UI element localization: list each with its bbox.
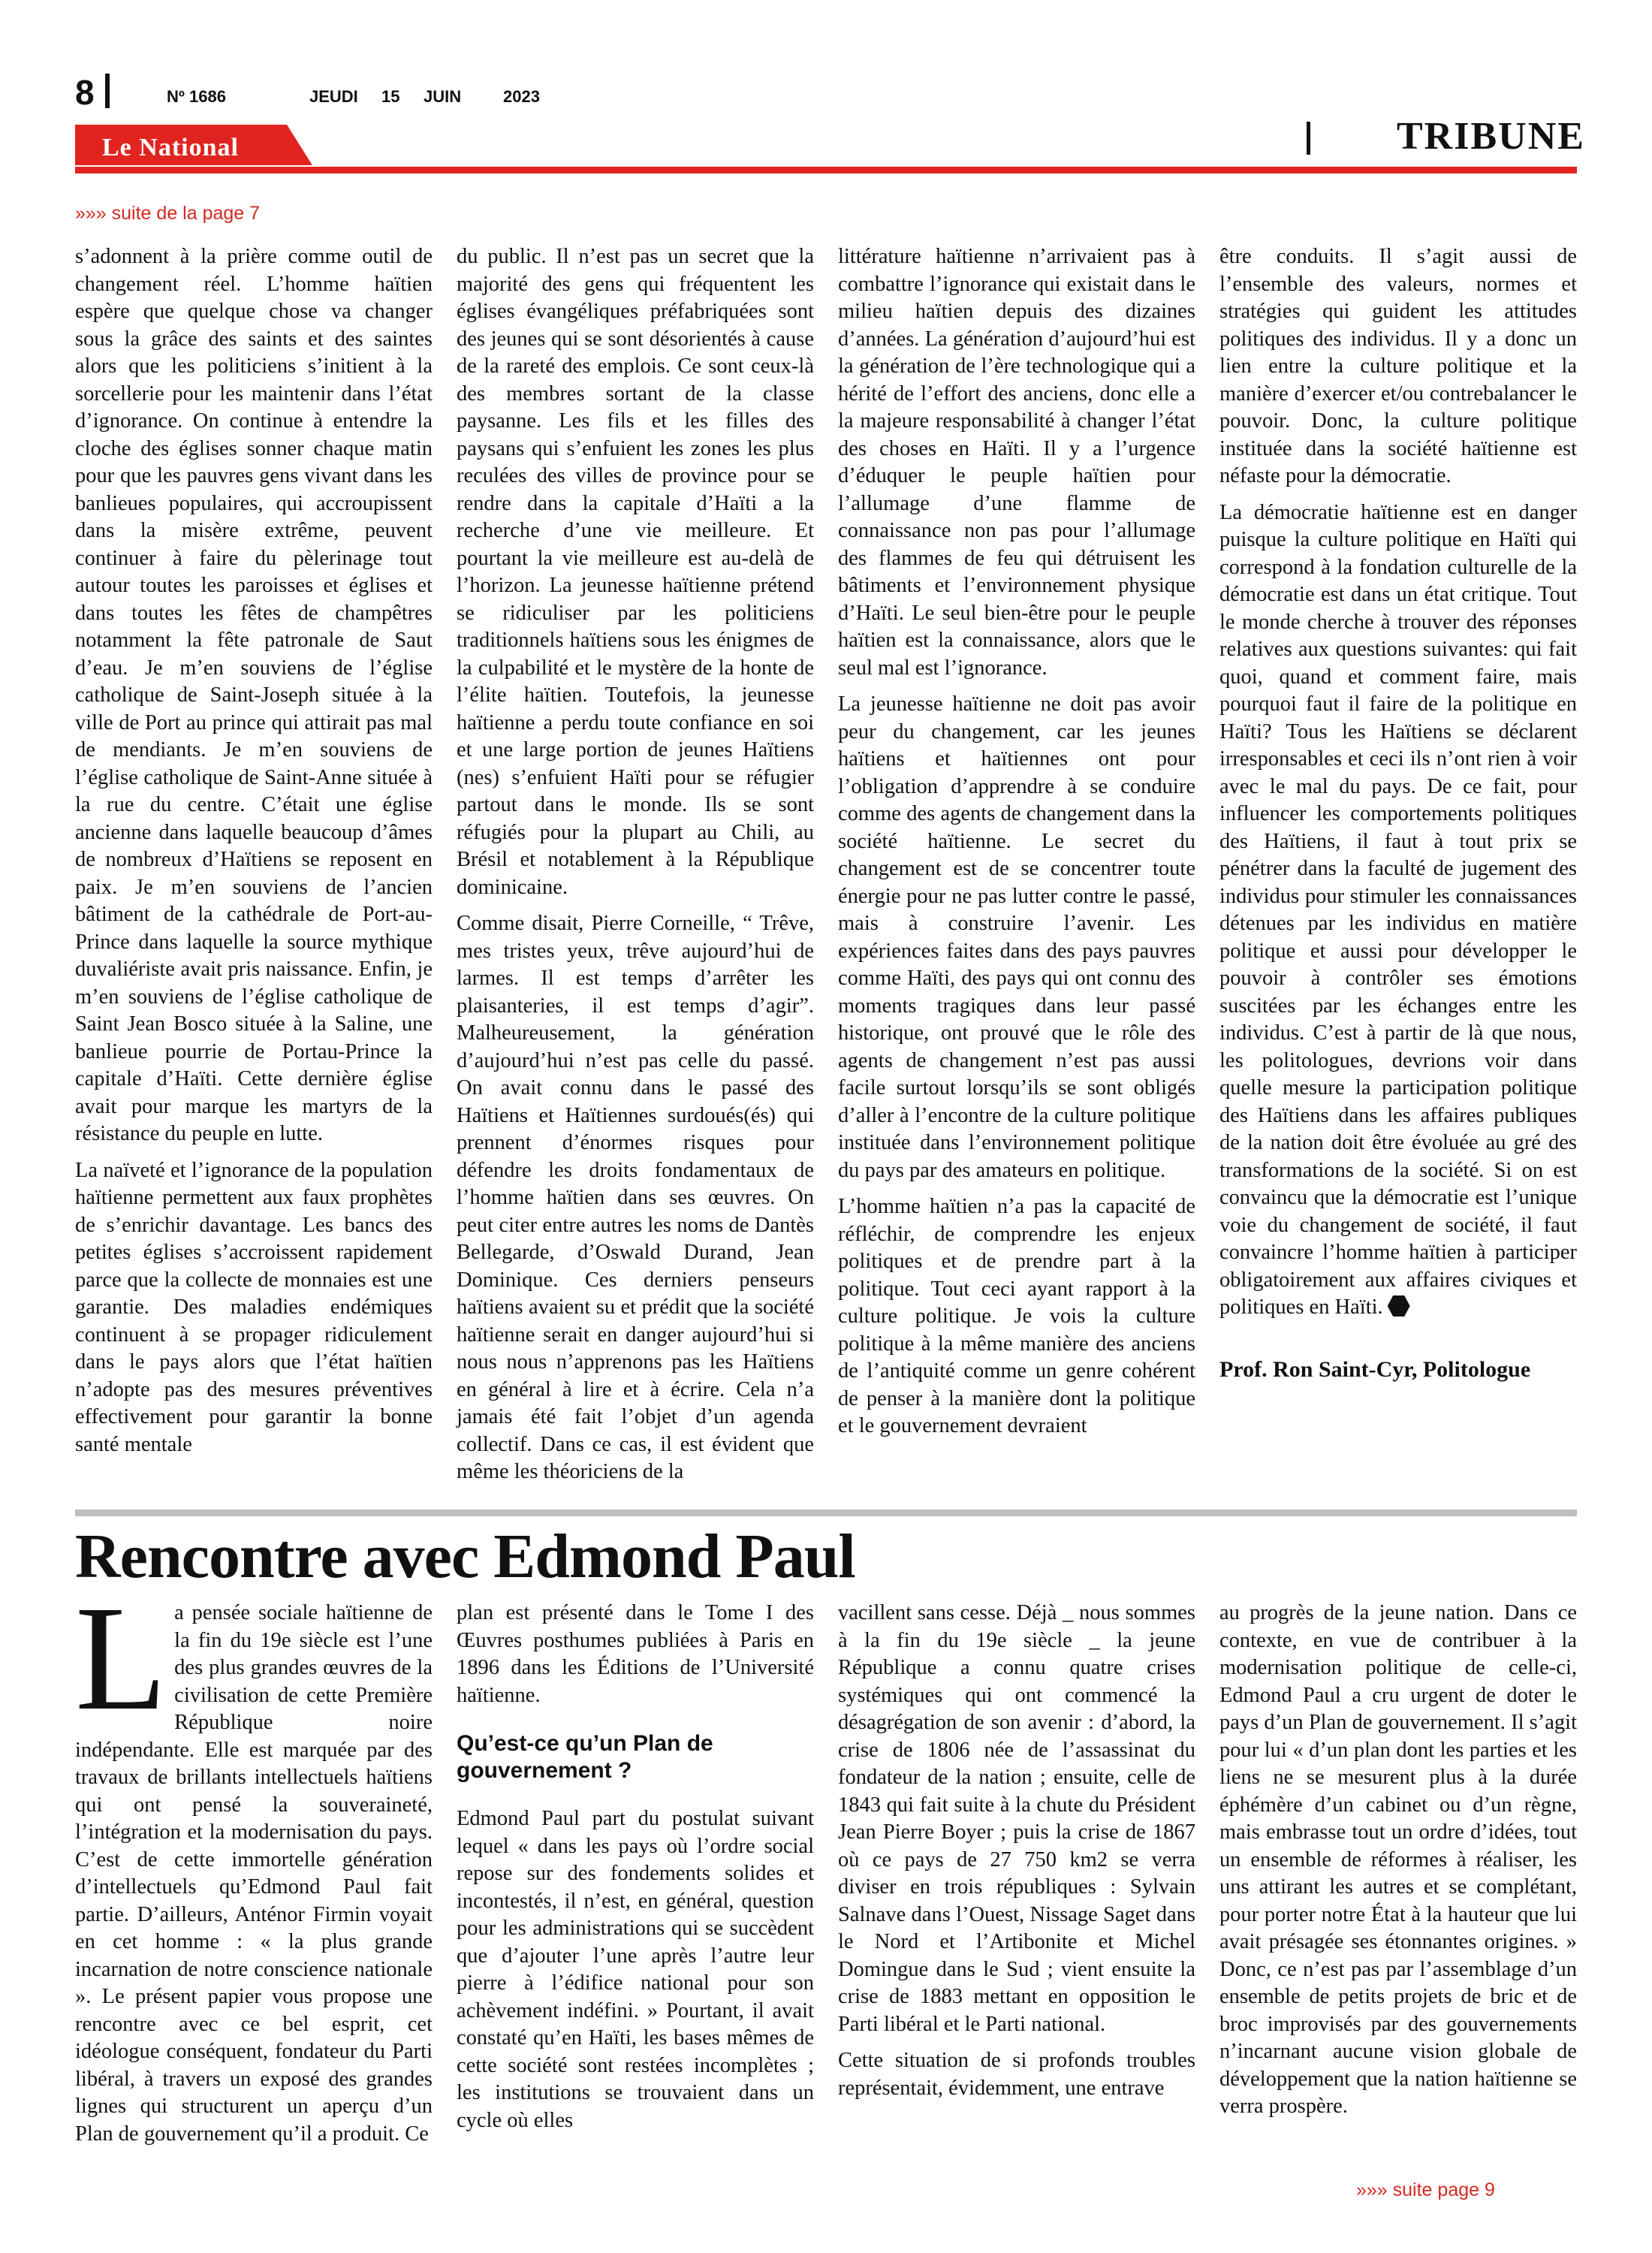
paragraph: Edmond Paul part du postulat suivant lequel « dans les pays où l’ordre social repose sur des fondements solides et incontestés, il n’est, en général, question pour les administrations qui se succèdent que d’ajouter l’une après l’autre leur pierre à l’édifice national pour son achèvement indéfini. » Pourtant, il avait constaté qu’en Haïti, les bases mêmes de cette société sont restées incomplètes ; les institutions se trouvaient dans un cycle où elles xyxy=(457,1807,814,2132)
issue-year: 2023 xyxy=(503,87,540,106)
issue-number: Nº 1686 xyxy=(167,87,226,106)
header-rule xyxy=(75,167,1577,173)
paragraph: du public. Il n’est pas un secret que la majorité des gens qui fréquentent les églises évangéliques préfabriquées sont des jeunes qui se sont désorientés à cause de la rareté des emplois. Ce sont ceux-là des membres sortant de la classe paysanne. Les fils et les filles des paysans qui s’enfuient les zones les plus reculées des villes de province pour se rendre dans la capitale d’Haïti a la recherche d’une vie meilleure. Et pourtant la vie meilleure est au-delà de l’horizon. La jeunesse haïtienne prétend se ridiculiser par les politiciens traditionnels haïtiens sous les énigmes de la culpabilité et le mystère de la honte de l’élite haïtien. Toutefois, la jeunesse haïtienne a perdu toute confiance en soi et une large portion de jeunes Haïtiens (nes) s’enfuient Haïti pour se réfugier partout dans le monde. Ils se sont réfugiés pour la plupart au Chili, au Brésil et notablement à la République dominicaine. xyxy=(457,245,814,899)
paragraph: La naïveté et l’ignorance de la population haïtienne permettent aux faux prophètes de s’enrichir davantage. Les bancs des petites églises s’accroissent rapidement parce que la collecte de monnaies est une garantie. Des maladies endémiques continuent à se propager ridiculement dans le pays alors que l’état haïtien n’adopte pas des mesures préventives effectivement pour garantir la bonne santé mentale xyxy=(75,1158,433,1456)
continued-on-link[interactable]: »»» suite page 9 xyxy=(1356,2179,1495,2200)
paragraph: littérature haïtienne n’arrivaient pas à combattre l’ignorance qui existait dans le milieu haïtien depuis des dizaines d’années. La génération d’aujourd’hui est la génération de l’ère technologique qui a hérité de l’effort des anciens, donc elle a la majeure responsabilité à changer l’état des choses en Haïti. Il y a l’urgence d’éduquer le peuple haïtien pour l’allumage d’une flamme de connaissance non pas pour l’allumage des flammes de feu qui détruisent les bâtiments et l’environnement physique d’Haïti. Le seul bien-être pour le peuple haïtien est la connaissance, alors que le seul mal est l’ignorance. xyxy=(838,245,1195,680)
issue-month: JUIN xyxy=(424,87,462,106)
paragraph: L’homme haïtien n’a pas la capacité de réfléchir, de comprendre les enjeux politiques et de prendre part à la politique. Tout ceci ayant rapport à la culture politique. Je vois la culture politique à la même manière des anciens de l’antiquité comme un genre cohérent de penser à la manière dont la politique et le gouvernement devraient xyxy=(838,1195,1195,1437)
continued-from-link[interactable]: »»» suite de la page 7 xyxy=(75,203,261,224)
article2-subheading: Qu’est-ce qu’un Plan de gouvernement ? xyxy=(457,1731,713,1783)
article1-column-2 xyxy=(457,243,814,1495)
paragraph-text: La démocratie haïtienne est en danger puisque la culture politique en Haïti qui correspond à la fondation culturelle de la démocratie est dans un état critique. Tout le monde cherche à trouver des réponses relatives aux questions suivantes: qui fait quoi, quand et comment faire, mais pourquoi faut il faire de la politique en Haïti? Tous les Haïtiens se déclarent irresponsables et ceci ils n’ont rien à voir avec le mal du pays. De ce fait, pour influencer les comportements politiques des Haïtiens, il faut à tout prix se pénétrer dans la faculté de jugement des individus pour stimuler les connaissances détenues par les individus en matière politique et aussi pour développer le pouvoir à contrôler ses émotions suscitées par les échanges entre les individus. C’est à partir de là que nous, les politologues, devrions voir dans quelle mesure la participation politique des Haïtiens dans les affaires publiques de la nation doit être évoluée au gré des transformations de la société. Si on est convaincu que la démocratie est l’unique voie du changement de société, il faut convaincre l’homme haïtien à participer obligatoirement aux affaires civiques et politiques en Haïti. xyxy=(1219,500,1577,1319)
paragraph: plan est présenté dans le Tome I des Œuvres posthumes publiées à Paris en 1896 dans les Éditions de l’Université haïtienne. xyxy=(457,1601,814,1707)
author-signature: Prof. Ron Saint-Cyr, Politologue xyxy=(1219,1356,1531,1382)
article2-column-2 xyxy=(457,1600,814,2143)
section-title: TRIBUNE xyxy=(1397,115,1585,158)
article2-headline: Rencontre avec Edmond Paul xyxy=(75,1522,855,1591)
paragraph: La jeunesse haïtienne ne doit pas avoir peur du changement, car les jeunes haïtiens et haïtiennes ont pour l’obligation d’apprendre à se conduire comme des agents de changement dans la société haïtienne. Le secret du changement est de se concentrer toute énergie pour ne pas lutter contre le passé, mais à construire l’avenir. Les expériences faites dans des pays pauvres comme Haïti, des pays qui ont connu des moments tragiques dans leur passé historique, ont prouvé que le rôle des agents de changement n’est pas aussi facile surtout lorsqu’ils se sont obligés d’aller à l’encontre de la culture politique instituée dans l’environnement politique du pays par des amateurs en politique. xyxy=(838,692,1195,1182)
article1-column-3 xyxy=(838,243,1195,1449)
article1-column-4 xyxy=(1219,243,1577,1392)
paragraph: être conduits. Il s’agit aussi de l’ensemble des valeurs, normes et stratégies qui guident les attitudes politiques des individus. Il y a donc un lien entre la culture politique et la manière d’exercer et/ou contrebalancer le pouvoir. Donc, la culture politique instituée dans la société haïtienne est néfaste pour la démocratie. xyxy=(1219,245,1577,487)
paragraph: Cette situation de si profonds troubles représentait, évidemment, une entrave xyxy=(838,2049,1195,2100)
end-mark-icon xyxy=(1388,1295,1410,1317)
page-number: 8 xyxy=(75,73,95,112)
article1-column-1 xyxy=(75,243,433,1467)
article2-column-4 xyxy=(1219,1600,1577,2130)
paragraph xyxy=(75,1576,433,2148)
paragraph: au progrès de la jeune nation. Dans ce contexte, en vue de contribuer à la modernisation politique de celle-ci, Edmond Paul a cru urgent de doter le pays d’un Plan de gouvernement. Il s’agit pour lui « d’un plan dont les parties et les liens ne se mesurent plus à la durée éphémère d’un cabinet ou d’un règne, mais embrasse tout un ordre d’idées, tout un ensemble de réformes à réaliser, les uns attirant les autres et se complétant, pour porter notre État à la hauteur que lui avait présagée ses étonnantes origines. » Donc, ce n’est pas par l’assemblage d’un ensemble de petits projets de bric et de broc improvisés par des gouvernements n’incarnant aucune vision globale de développement que la nation haïtienne se verra prospère. xyxy=(1219,1601,1577,2118)
paragraph: vacillent sans cesse. Déjà _ nous sommes à la fin du 19e siècle _ la jeune République a connu quatre crises systémiques qui ont commencé la désagrégation de son avenir : d’abord, la crise de 1806 née de l’assassinat du fondateur de la nation ; ensuite, celle de 1843 qui fait suite à la chute du Président Jean Pierre Boyer ; puis la crise de 1867 où ce pays de 27 750 km2 se verra diviser en trois républiques : Sylvain Salnave dans l’Ouest, Nissage Saget dans le Nord et l’Artibonite et Michel Domingue dans le Sud ; vient ensuite la crise de 1883 mettant en opposition le Parti libéral et le Parti national. xyxy=(838,1601,1195,2036)
paragraph-text: a pensée sociale haïtienne de la fin du 19e siècle est l’une des plus grandes œuvres de la civilisation de cette Première République noire indépendante. Elle est marquée par des travaux de brillants intellectuels haïtiens qui ont pensé la souveraineté, l’intégration et la modernisation du pays. C’est de cette immortelle génération d’intellectuels qu’Edmond Paul fait partie. D’ailleurs, Anténor Firmin voyait en cet homme : « la plus grande incarnation de notre conscience nationale ». Le présent papier vous propose une rencontre avec ce bel esprit, cet idéologue conséquent, fondateur du Parti libéral, à travers un exposé des grandes lignes qui structurent un aperçu d’un Plan de gouvernement qu’il a produit. Ce xyxy=(75,1601,433,2146)
page-number-divider xyxy=(105,74,110,108)
article2-column-3 xyxy=(838,1600,1195,2111)
article2-column-1 xyxy=(75,1576,433,2157)
paragraph xyxy=(1219,499,1577,1322)
newspaper-name: Le National xyxy=(102,134,239,161)
paragraph: Comme disait, Pierre Corneille, “ Trêve, mes tristes yeux, trêve aujourd’hui de larmes. Il est temps d’arrêter les plaisanteries, il est temps d’agir”. Malheureusement, la génération d’aujourd’hui n’est pas celle du passé. On avait connu dans le passé des Haïtiens et Haïtiennes surdoués(és) qui prennent d’énormes risques pour défendre les droits fondamentaux de l’homme haïtien dans ses œuvres. On peut citer entre autres les noms de Dantès Bellegarde, d’Oswald Durand, Jean Dominique. Ces derniers penseurs haïtiens avaient su et prédit que la société haïtienne serait en danger aujourd’hui si nous nous n’apprenons pas les Haïtiens en général à lire et à écrire. Cela n’a jamais été fait l’objet d’un agenda collectif. Dans ce cas, il est évident que même les théoriciens de la xyxy=(457,912,814,1483)
issue-day: JEUDI xyxy=(309,87,358,106)
section-divider xyxy=(1307,122,1310,155)
drop-cap: L xyxy=(75,1576,167,1742)
issue-date: 15 xyxy=(381,87,400,106)
article-separator xyxy=(75,1510,1577,1516)
paragraph: s’adonnent à la prière comme outil de changement réel. L’homme haïtien espère que quelque chose va changer sous la grâce des saints et des saintes alors que les politiciens s’initient à la sorcellerie pour les maintenir dans l’état d’ignorance. On continue à entendre la cloche des églises sonner chaque matin pour que les pauvres gens vivant dans les banlieues populaires, qui accroupissent dans la misère extrême, peuvent continuer à faire du pèlerinage tout autour toutes les paroisses et églises et dans toutes les fêtes de champêtres notamment la fête patronale de Saut d’eau. Je m’en souviens de l’église catholique de Saint-Joseph située à la ville de Port au prince qui attirait pas mal de mendiants. Je m’en souviens de l’église catholique de Saint-Anne située à la rue du centre. C’était une église ancienne dans laquelle beaucoup d’âmes de nombreux d’Haïtiens se reposent en paix. Je m’en souviens de l’ancien bâtiment de la cathédrale de Port-au-Prince dans laquelle la source mythique duvaliériste avait pris naissance. Enfin, je m’en souviens de l’église catholique de Saint Jean Bosco située à la Saline, une banlieue pourrie de Portau-Prince la capitale d’Haïti. Cette dernière église avait pour marque les martyrs de la résistance du peuple en lutte. xyxy=(75,245,433,1145)
